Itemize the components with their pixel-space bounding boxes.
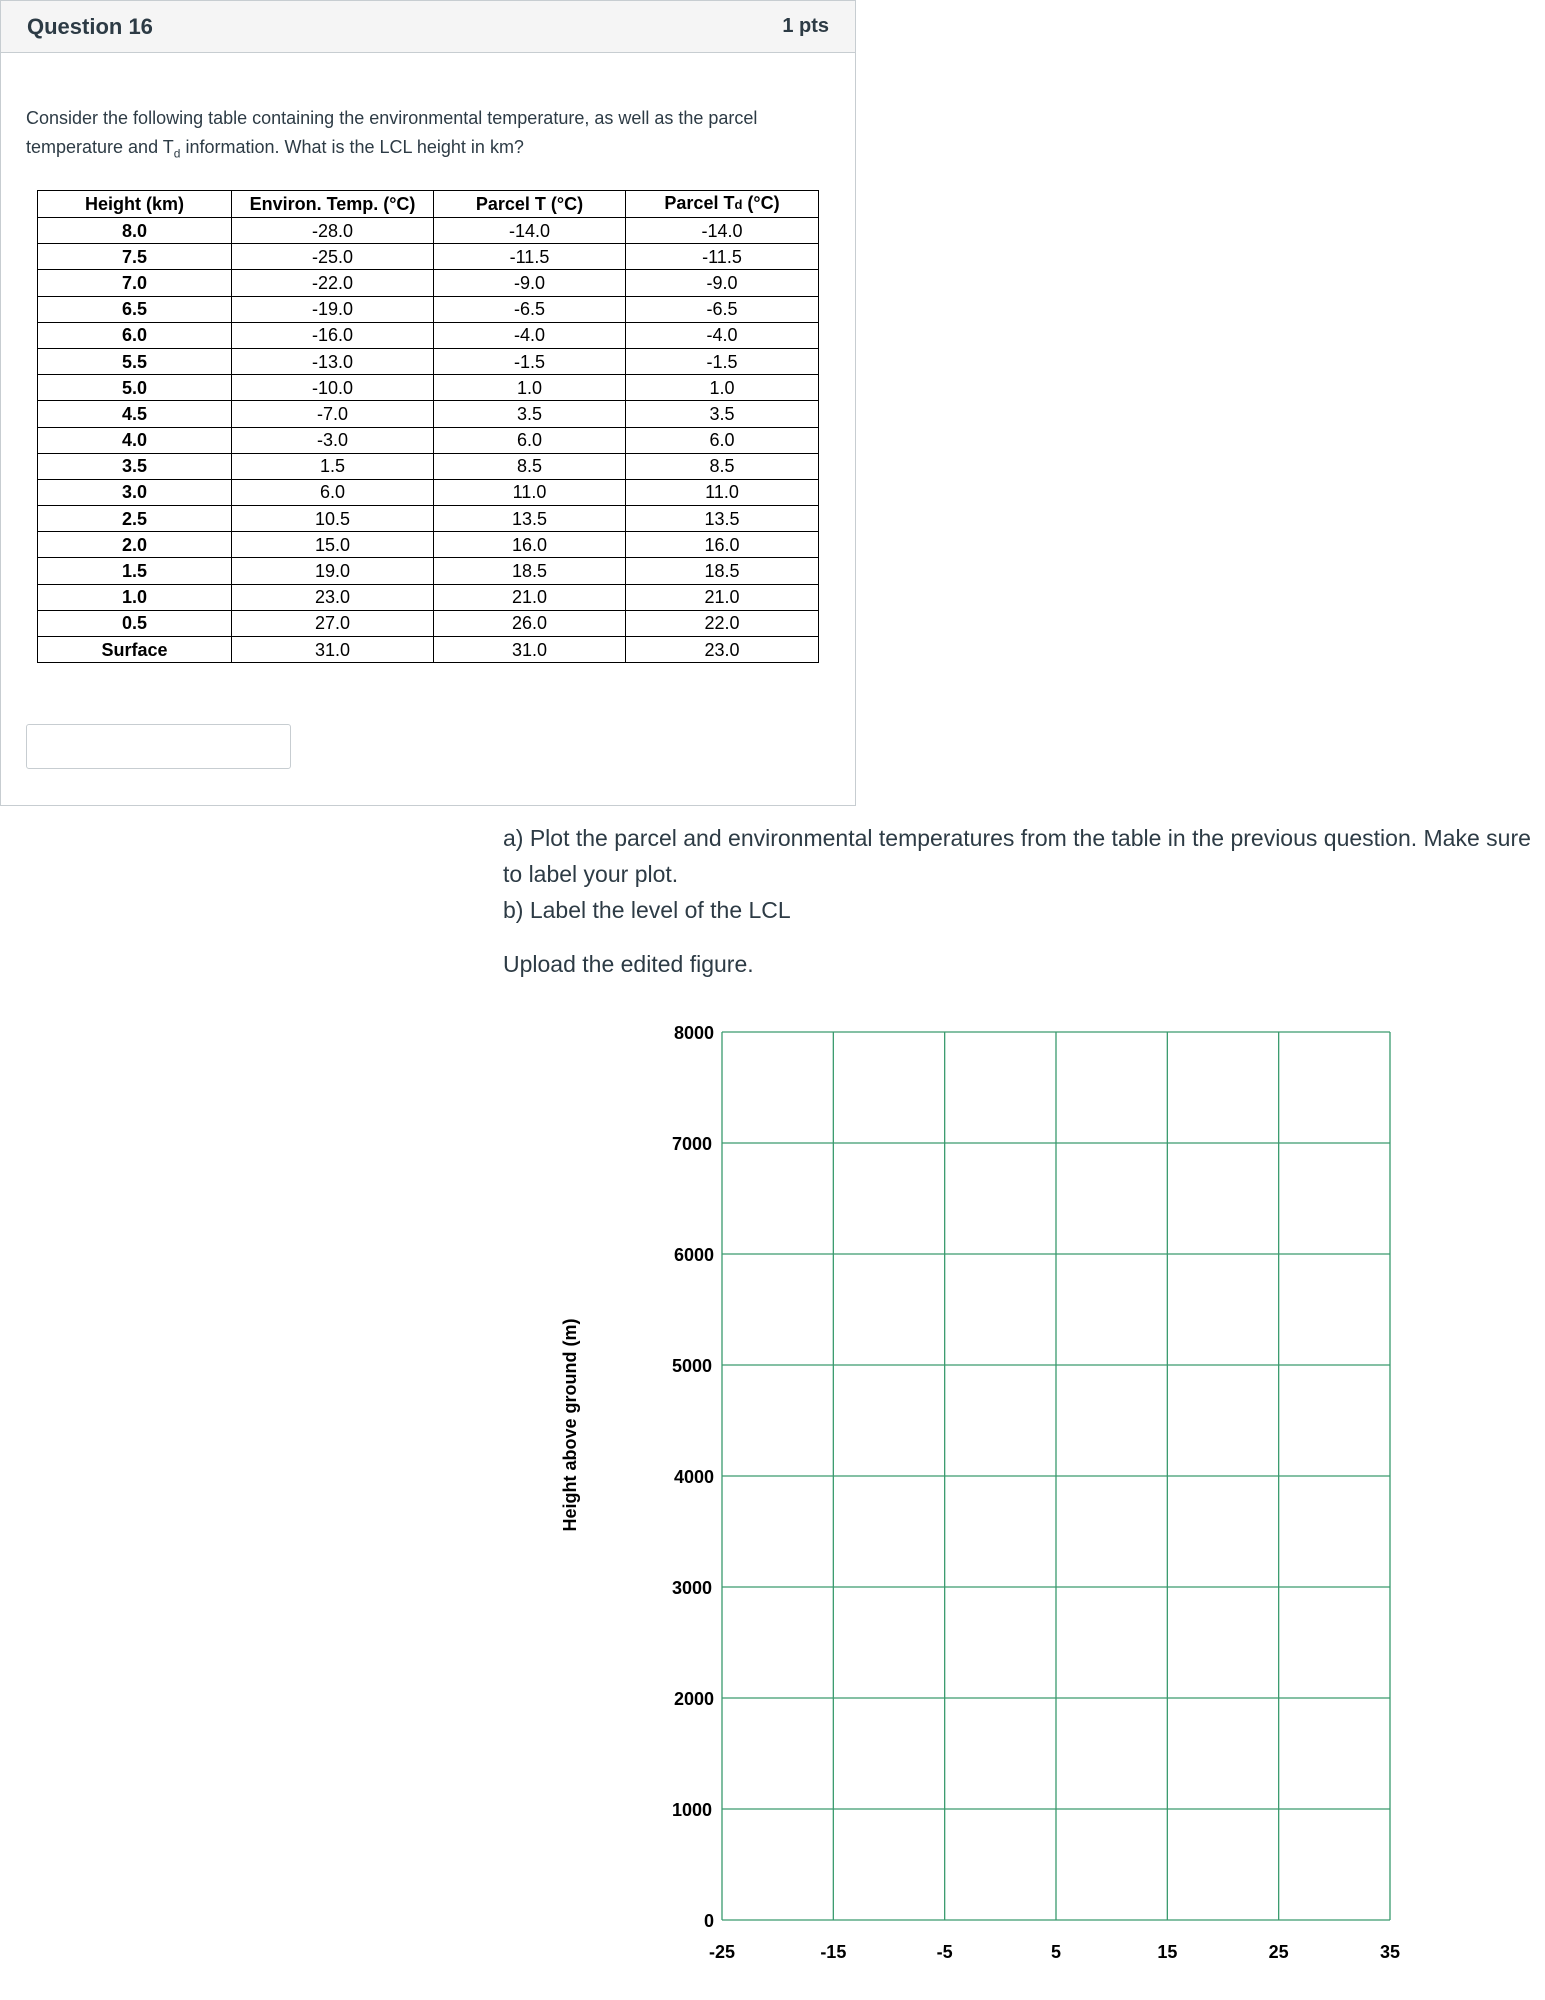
y-tick-label: 5000: [671, 1356, 712, 1376]
y-tick-label: 6000: [673, 1245, 714, 1265]
question-header: [1, 1, 855, 53]
cell-environ-temp: -13.0: [232, 348, 434, 374]
header-height: Height (km): [38, 191, 232, 218]
cell-parcel-td: 11.0: [626, 479, 819, 505]
cell-parcel-td: -4.0: [626, 322, 819, 348]
table-row: [38, 270, 819, 296]
cell-environ-temp: -10.0: [232, 375, 434, 401]
header-environ-temp: Environ. Temp. (°C): [232, 191, 434, 218]
cell-environ-temp: 19.0: [232, 558, 434, 584]
cell-parcel-t: 8.5: [434, 453, 626, 479]
y-tick-label: 2000: [673, 1689, 714, 1709]
cell-parcel-td: 3.5: [626, 401, 819, 427]
cell-height: 4.5: [38, 401, 232, 427]
table-row: [38, 584, 819, 610]
y-tick-label: 0: [703, 1911, 714, 1931]
cell-environ-temp: 31.0: [232, 637, 434, 663]
table-row: [38, 401, 819, 427]
cell-environ-temp: -3.0: [232, 427, 434, 453]
cell-height: 7.5: [38, 244, 232, 270]
table-row: [38, 479, 819, 505]
cell-environ-temp: -28.0: [232, 218, 434, 244]
cell-environ-temp: 6.0: [232, 479, 434, 505]
y-axis-label: Height above ground (m): [560, 1318, 580, 1532]
x-tick-label: -25: [708, 1942, 736, 1962]
instructions: [503, 820, 1533, 982]
answer-input[interactable]: [26, 724, 291, 769]
cell-height: 6.5: [38, 296, 232, 322]
cell-parcel-td: 18.5: [626, 558, 819, 584]
x-tick-label: 35: [1379, 1942, 1401, 1962]
plot-grid: [722, 1032, 1390, 1920]
x-tick-label: 5: [1050, 1942, 1062, 1962]
x-tick-label: 25: [1268, 1942, 1289, 1962]
cell-height: 3.5: [38, 453, 232, 479]
cell-height: 0.5: [38, 610, 232, 636]
cell-parcel-td: -1.5: [626, 348, 819, 374]
cell-height: 7.0: [38, 270, 232, 296]
cell-parcel-td: 23.0: [626, 637, 819, 663]
cell-parcel-td: 21.0: [626, 584, 819, 610]
cell-parcel-t: 13.5: [434, 506, 626, 532]
cell-environ-temp: 1.5: [232, 453, 434, 479]
cell-height: 5.0: [38, 375, 232, 401]
question-text: [26, 104, 816, 169]
cell-parcel-t: 1.0: [434, 375, 626, 401]
table-row: [38, 558, 819, 584]
y-tick-label: 7000: [671, 1134, 712, 1154]
table-row: [38, 218, 819, 244]
x-tick-labels: [709, 1942, 1400, 1962]
cell-parcel-t: -9.0: [434, 270, 626, 296]
cell-parcel-td: 8.5: [626, 453, 819, 479]
cell-environ-temp: -16.0: [232, 322, 434, 348]
y-tick-label: 1000: [671, 1800, 712, 1820]
y-tick-label: 3000: [671, 1578, 712, 1598]
cell-parcel-t: -4.0: [434, 322, 626, 348]
y-tick-labels: [672, 1023, 714, 1931]
cell-height: 2.0: [38, 532, 232, 558]
cell-parcel-t: 3.5: [434, 401, 626, 427]
cell-parcel-t: 6.0: [434, 427, 626, 453]
cell-environ-temp: 15.0: [232, 532, 434, 558]
cell-parcel-t: 31.0: [434, 637, 626, 663]
cell-parcel-td: -6.5: [626, 296, 819, 322]
header-parcel-t: Parcel T (°C): [434, 191, 626, 218]
y-tick-label: 8000: [673, 1023, 714, 1043]
table-row: [38, 244, 819, 270]
question-text-subscript: d: [173, 146, 181, 161]
cell-environ-temp: -22.0: [232, 270, 434, 296]
cell-height: 3.0: [38, 479, 232, 505]
cell-parcel-t: 16.0: [434, 532, 626, 558]
x-tick-label: -15: [820, 1942, 847, 1962]
cell-environ-temp: 27.0: [232, 610, 434, 636]
instruction-a: a) Plot the parcel and environmental temperatures from the table in the previous question. Make sure to label your plot.: [503, 825, 1531, 887]
cell-height: 6.0: [38, 322, 232, 348]
quiz-question-card: [0, 0, 856, 806]
instruction-b: b) Label the level of the LCL: [503, 897, 791, 923]
cell-parcel-t: 11.0: [434, 479, 626, 505]
cell-parcel-t: -14.0: [434, 218, 626, 244]
cell-parcel-t: 26.0: [434, 610, 626, 636]
cell-parcel-td: 13.5: [626, 506, 819, 532]
cell-environ-temp: -25.0: [232, 244, 434, 270]
cell-parcel-td: 1.0: [626, 375, 819, 401]
cell-height: 5.5: [38, 348, 232, 374]
cell-height: 8.0: [38, 218, 232, 244]
table-row: [38, 296, 819, 322]
y-tick-label: 4000: [673, 1467, 714, 1487]
table-row: [38, 453, 819, 479]
cell-environ-temp: 23.0: [232, 584, 434, 610]
cell-environ-temp: 10.5: [232, 506, 434, 532]
cell-environ-temp: -7.0: [232, 401, 434, 427]
x-tick-label: -5: [936, 1942, 953, 1962]
table-header-row: [38, 191, 819, 218]
table-row: [38, 322, 819, 348]
table-body: [38, 218, 819, 663]
data-table: [37, 190, 819, 663]
cell-parcel-td: -11.5: [626, 244, 819, 270]
instruction-upload: Upload the edited figure.: [503, 951, 754, 977]
header-parcel-td: Parcel Td (°C): [626, 191, 819, 218]
question-text-part1: Consider the following table containing the environmental temperature, as well as the parcel temperature and T: [26, 108, 758, 157]
cell-environ-temp: -19.0: [232, 296, 434, 322]
table-row: [38, 532, 819, 558]
cell-parcel-td: 6.0: [626, 427, 819, 453]
cell-parcel-td: 16.0: [626, 532, 819, 558]
table-row: [38, 427, 819, 453]
cell-parcel-t: -6.5: [434, 296, 626, 322]
cell-parcel-td: -9.0: [626, 270, 819, 296]
cell-height: Surface: [38, 637, 232, 663]
cell-parcel-td: 22.0: [626, 610, 819, 636]
question-title: Question 16: [27, 13, 153, 39]
cell-height: 1.5: [38, 558, 232, 584]
cell-parcel-t: -11.5: [434, 244, 626, 270]
cell-height: 1.0: [38, 584, 232, 610]
cell-parcel-t: 21.0: [434, 584, 626, 610]
question-text-part2: information. What is the LCL height in km?: [180, 137, 524, 157]
table-row: [38, 637, 819, 663]
question-points: 1 pts: [782, 15, 829, 37]
cell-parcel-td: -14.0: [626, 218, 819, 244]
cell-parcel-t: 18.5: [434, 558, 626, 584]
cell-parcel-t: -1.5: [434, 348, 626, 374]
cell-height: 2.5: [38, 506, 232, 532]
x-tick-label: 15: [1157, 1942, 1178, 1962]
table-row: [38, 375, 819, 401]
table-row: [38, 610, 819, 636]
cell-height: 4.0: [38, 427, 232, 453]
table-row: [38, 506, 819, 532]
table-row: [38, 348, 819, 374]
